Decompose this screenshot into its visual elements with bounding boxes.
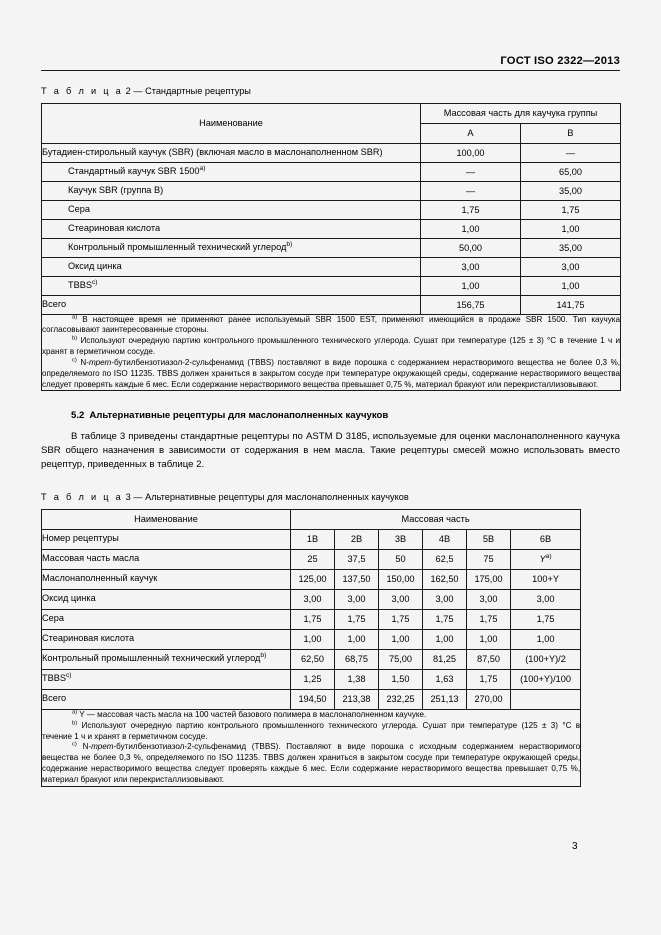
table3-row-4-v2: 1,75	[379, 609, 423, 629]
footnote-ref-a: a)	[199, 164, 206, 172]
table2-caption-label: Т а б л и ц а	[41, 86, 124, 96]
table3-row-8-v1: 213,38	[335, 689, 379, 709]
table3-row-5-v0: 1,00	[291, 629, 335, 649]
table2-row-7-b: 1,00	[521, 276, 621, 295]
table2-row-5-name: Контрольный промышленный технический углерод$^{b)}$	[42, 238, 421, 257]
table2-header-col-b: В	[521, 123, 621, 143]
table3-row-8-v3: 251,13	[423, 689, 467, 709]
table3-row-8-v4: 270,00	[467, 689, 511, 709]
section-number: 5.2	[71, 410, 85, 422]
table2-row-5-b: 35,00	[521, 238, 621, 257]
table3-row-3-v3: 3,00	[423, 589, 467, 609]
table3-row-8-v2: 232,25	[379, 689, 423, 709]
table2-row-1-a: —	[421, 162, 521, 181]
footnote-marker-c: c)	[72, 741, 77, 748]
table3-row-7-v1: 1,38	[335, 669, 379, 689]
table2-row-6-a: 3,00	[421, 257, 521, 276]
page-number: 3	[572, 841, 578, 852]
table3-row-4-v5: 1,75	[511, 609, 581, 629]
footnote-ref-b: b)	[260, 652, 267, 660]
section-title: Альтернативные рецептуры для маслонаполненных каучуков	[89, 410, 389, 422]
table2-row-6-b: 3,00	[521, 257, 621, 276]
table2-footnotes	[42, 314, 621, 391]
table2-row-6-name: Оксид цинка	[42, 257, 421, 276]
table3-footnote-c: $^{c)}$ N-трет-бутилбензотиазол-2-сульфенамид (TBBS). Поставляют в виде порошка с исходным содержанием нерастворимого вещества не более 0,3 %, определяемого по ISO 11235. TBBS должен храниться в закрытом сосуде при температуре окружающей среды, содержание нерастворимого вещества следует проверять каждые 6 мес. Если содержание нерастворимого вещества превышает 0,75 %, материал бракуют или перекристаллизовывают.	[42, 741, 581, 784]
table3-row-6-v3: 81,25	[423, 649, 467, 669]
table-row	[42, 609, 581, 629]
page-content	[41, 86, 620, 787]
table2-header-group: Массовая часть для каучука группы	[421, 103, 621, 123]
footnote-marker-a: a)	[72, 709, 78, 716]
table3-row-2-v0: 125,00	[291, 569, 335, 589]
table3-row-5-v3: 1,00	[423, 629, 467, 649]
section-paragraph: В таблице 3 приведены стандартные рецептуры по ASTM D 3185, используемые для оценки маслонаполненного каучука SBR общего назначения в зависимости от содержания в нем масла. Такие рецептуры смесей можно использовать вместо рецептур, приведенных в таблице 2.	[41, 431, 620, 471]
table2-row-7-a: 1,00	[421, 276, 521, 295]
table3-footnote-a: $^{a)}$ Y — массовая часть масла на 100 частей базового полимера в маслонаполненном каучуке.	[72, 709, 427, 719]
table3-row-3-v4: 3,00	[467, 589, 511, 609]
table-row	[42, 529, 581, 549]
table3-row-6-v5: (100+Y)/2	[511, 649, 581, 669]
table3-row-7-name: TBBS$^{c)}$	[42, 669, 291, 689]
table-row	[42, 649, 581, 669]
table3-row-0-v2: 3В	[379, 529, 423, 549]
table3-row-0-v4: 5В	[467, 529, 511, 549]
table3-caption	[41, 492, 620, 504]
table3-row-1-v1: 37,5	[335, 549, 379, 569]
table3-row-4-v4: 1,75	[467, 609, 511, 629]
table-row	[42, 589, 581, 609]
table-row	[42, 669, 581, 689]
table3-row-6-name: Контрольный промышленный технический углерод$^{b)}$	[42, 649, 291, 669]
table2-row-8-a: 156,75	[421, 295, 521, 314]
table3-row-3-v5: 3,00	[511, 589, 581, 609]
table3-caption-title: Альтернативные рецептуры для маслонаполненных каучуков	[145, 492, 409, 503]
table3-alternative-formulations	[41, 509, 581, 787]
table3-row-4-name: Сера	[42, 609, 291, 629]
footnote-marker-b: b)	[72, 720, 78, 727]
table3-row-2-v2: 150,00	[379, 569, 423, 589]
table3-row-7-v0: 1,25	[291, 669, 335, 689]
table3-header-name: Наименование	[42, 509, 291, 529]
table3-footnote-b: $^{b)}$ Используют очередную партию контрольного промышленного технического углерода. Сушат при температуре (125 ± 3) °С в течение 1 ч и хранят в герметичном сосуде.	[42, 720, 581, 741]
table2-row-5-a: 50,00	[421, 238, 521, 257]
table2-row-0-a: 100,00	[421, 143, 521, 162]
table3-row-8-v0: 194,50	[291, 689, 335, 709]
table3-row-2-v5: 100+Y	[511, 569, 581, 589]
footnote-ref-c: c)	[66, 672, 72, 680]
table3-row-3-v0: 3,00	[291, 589, 335, 609]
table2-row-8-name: Всего	[42, 295, 421, 314]
table3-row-1-v5: $Y^{a)}$	[511, 549, 581, 569]
table-row	[42, 162, 621, 181]
table2-row-4-name: Стеариновая кислота	[42, 219, 421, 238]
table3-row-1-v2: 50	[379, 549, 423, 569]
table2-row-2-b: 35,00	[521, 181, 621, 200]
table3-row-1-name: Массовая часть масла	[42, 549, 291, 569]
table2-row-2-a: —	[421, 181, 521, 200]
table2-caption-number: 2	[125, 86, 131, 96]
table3-row-0-v5: 6В	[511, 529, 581, 549]
table3-row-1-v0: 25	[291, 549, 335, 569]
table3-footnotes-row	[42, 709, 581, 786]
table-row	[42, 143, 621, 162]
table3-row-7-v5: (100+Y)/100	[511, 669, 581, 689]
table2-row-2-name: Каучук SBR (группа В)	[42, 181, 421, 200]
table3-row-2-v3: 162,50	[423, 569, 467, 589]
table2-row-8-b: 141,75	[521, 295, 621, 314]
table2-row-7-name: TBBS$^{c)}$	[42, 276, 421, 295]
table2-caption-title: Стандартные рецептуры	[145, 86, 251, 96]
table3-row-2-v1: 137,50	[335, 569, 379, 589]
table2-caption-dash: —	[133, 86, 143, 96]
table3-row-0-v0: 1В	[291, 529, 335, 549]
table-row	[42, 219, 621, 238]
header-divider-rule	[41, 70, 620, 71]
table2-footnote-b: $^{b)}$ Используют очередную партию контрольного промышленного технического углерода. Сушат при температуре (125 ± 3) °С в течение 1 ч и хранят в герметичном сосуде.	[42, 335, 621, 357]
footnote-ref-c: c)	[92, 278, 98, 286]
table3-row-5-v4: 1,00	[467, 629, 511, 649]
table3-row-4-v3: 1,75	[423, 609, 467, 629]
table2-row-0-b: —	[521, 143, 621, 162]
table3-row-6-v4: 87,50	[467, 649, 511, 669]
table2-row-3-a: 1,75	[421, 200, 521, 219]
table3-row-8-name: Всего	[42, 689, 291, 709]
table3-row-1-v3: 62,5	[423, 549, 467, 569]
table-row	[42, 569, 581, 589]
table3-row-5-v5: 1,00	[511, 629, 581, 649]
table3-header-row	[42, 509, 581, 529]
table2-row-4-b: 1,00	[521, 219, 621, 238]
table3-header-mass: Массовая часть	[291, 509, 581, 529]
table3-row-5-name: Стеариновая кислота	[42, 629, 291, 649]
table3-row-7-v4: 1,75	[467, 669, 511, 689]
table3-block	[41, 492, 620, 786]
footnote-ref-a: a)	[545, 553, 552, 561]
table3-row-0-v3: 4В	[423, 529, 467, 549]
table3-row-1-v4: 75	[467, 549, 511, 569]
table2-row-1-b: 65,00	[521, 162, 621, 181]
table3-row-4-v0: 1,75	[291, 609, 335, 629]
footnote-marker-c: c)	[72, 357, 77, 364]
table2-standard-formulations	[41, 103, 621, 392]
table-row	[42, 549, 581, 569]
table3-row-8-v5	[511, 689, 581, 709]
table2-row-0-name: Бутадиен-стирольный каучук (SBR) (включая масло в маслонаполненном SBR)	[42, 143, 421, 162]
table2-caption	[41, 86, 620, 98]
table3-row-0-v1: 2В	[335, 529, 379, 549]
table2-footnote-c: $^{c)}$ N-трет-бутилбензотиазол-2-сульфенамид (TBBS) поставляют в виде порошка с содержанием нерастворимого вещества не более 0,3 %, определяемого по ISO 11235. TBBS должен храниться в закрытом сосуде при температуре окружающей среды, содержание нерастворимого вещества следует проверять каждые 6 мес. Если содержание нерастворимого вещества превышает 0,75 %, материал бракуют или перекристаллизовывают.	[42, 357, 621, 389]
table-row	[42, 689, 581, 709]
table-row	[42, 181, 621, 200]
table3-row-3-v1: 3,00	[335, 589, 379, 609]
table-row	[42, 295, 621, 314]
table3-row-6-v2: 75,00	[379, 649, 423, 669]
table-row	[42, 200, 621, 219]
table2-row-4-a: 1,00	[421, 219, 521, 238]
table2-row-1-name: Стандартный каучук SBR 1500$^{a)}$	[42, 162, 421, 181]
table3-row-7-v3: 1,63	[423, 669, 467, 689]
table2-row-3-name: Сера	[42, 200, 421, 219]
table2-header-name: Наименование	[42, 103, 421, 143]
table3-caption-label: Т а б л и ц а	[41, 492, 124, 503]
table3-caption-number: 3	[125, 492, 131, 503]
table2-header-row-1	[42, 103, 621, 123]
table-row	[42, 238, 621, 257]
table3-row-4-v1: 1,75	[335, 609, 379, 629]
table3-row-6-v0: 62,50	[291, 649, 335, 669]
table2-row-3-b: 1,75	[521, 200, 621, 219]
table-row	[42, 276, 621, 295]
table3-footnotes	[42, 709, 581, 786]
section-heading-5-2	[41, 410, 620, 421]
table2-header-col-a: А	[421, 123, 521, 143]
footnote-ref-b: b)	[286, 240, 293, 248]
table2-footnotes-row	[42, 314, 621, 391]
table3-row-2-v4: 175,00	[467, 569, 511, 589]
table3-row-6-v1: 68,75	[335, 649, 379, 669]
table-row	[42, 257, 621, 276]
table2-footnote-a: $^{a)}$ В настоящее время не применяют ранее используемый SBR 1500 EST, применяют имеющийся в продаже SBR 1500. Тип каучука согласовывают заинтересованные стороны.	[42, 313, 620, 335]
document-header-standard-number: ГОСТ ISO 2322—2013	[500, 55, 620, 67]
table3-row-5-v2: 1,00	[379, 629, 423, 649]
table-row	[42, 629, 581, 649]
table3-row-2-name: Маслонаполненный каучук	[42, 569, 291, 589]
table3-row-0-name: Номер рецептуры	[42, 529, 291, 549]
table3-row-3-name: Оксид цинка	[42, 589, 291, 609]
table3-row-5-v1: 1,00	[335, 629, 379, 649]
table3-caption-dash: —	[133, 492, 143, 503]
footnote-marker-a: a)	[72, 313, 78, 320]
table3-row-3-v2: 3,00	[379, 589, 423, 609]
table3-row-7-v2: 1,50	[379, 669, 423, 689]
footnote-marker-b: b)	[72, 335, 78, 342]
